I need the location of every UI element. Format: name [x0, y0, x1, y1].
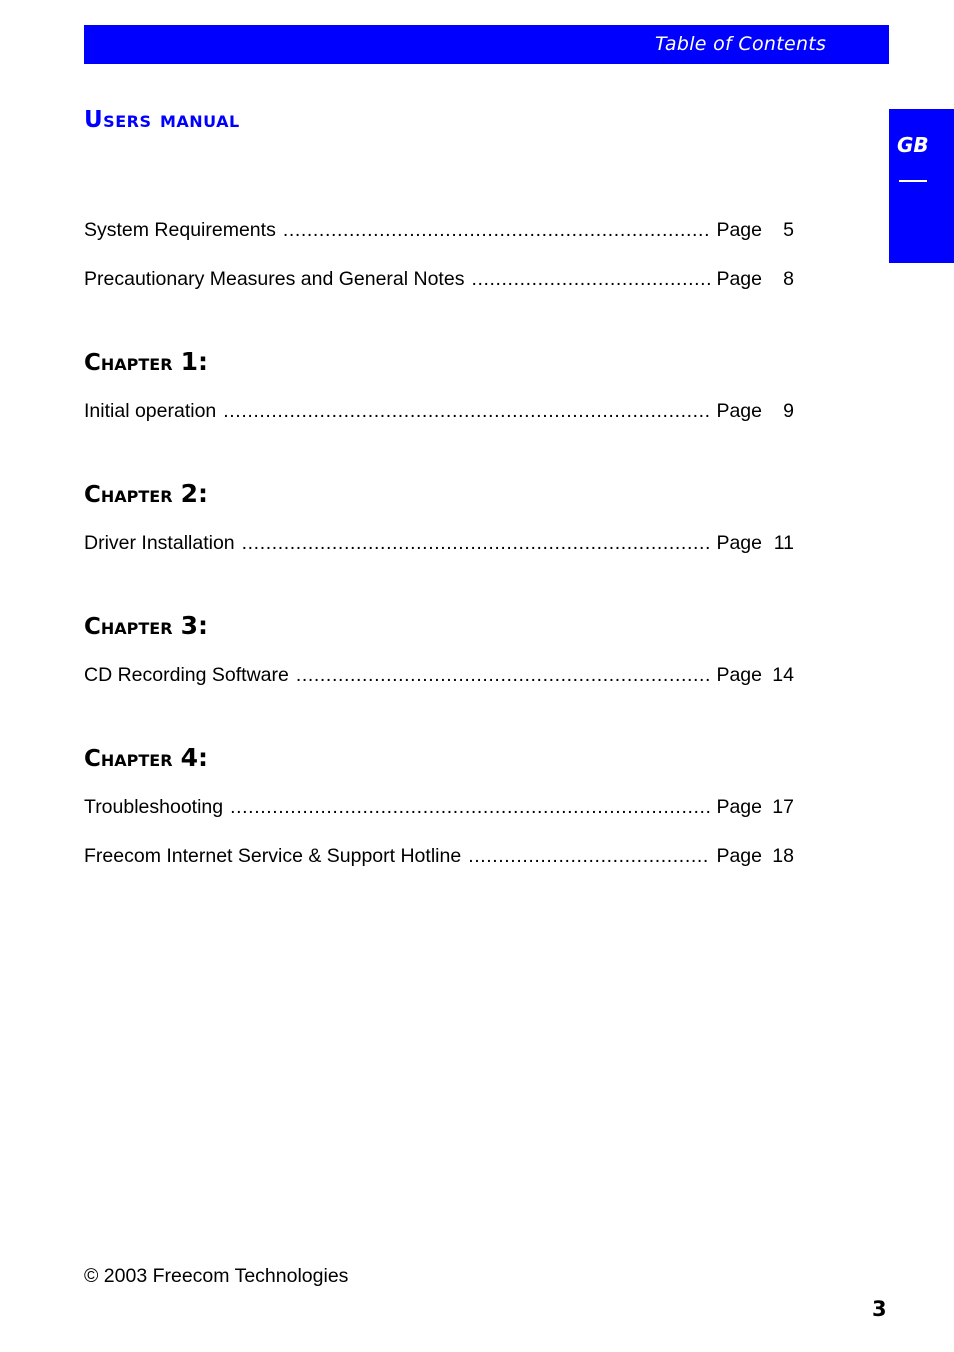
toc-entry-title: System Requirements: [84, 219, 276, 241]
chapter-number: 2:: [180, 479, 208, 508]
toc-entry-system-requirements[interactable]: [84, 219, 794, 247]
toc-entry-cd-recording-software[interactable]: [84, 664, 794, 692]
toc-entry-precautionary-measures[interactable]: [84, 268, 794, 296]
dot-leader: [242, 532, 711, 555]
chapter-label: Chapter: [84, 614, 173, 640]
page-number: 18: [772, 845, 794, 867]
toc-entry-title: Initial operation: [84, 400, 217, 422]
dot-leader: [296, 664, 711, 687]
toc-entry-support-hotline[interactable]: [84, 845, 794, 873]
page-label: Page: [716, 796, 762, 818]
toc-entry-title: Troubleshooting: [84, 796, 224, 818]
chapter-number: 1:: [180, 347, 208, 376]
page-number: 9: [783, 400, 794, 422]
page-label: Page: [716, 845, 762, 867]
page-number-footer: 3: [872, 1297, 887, 1321]
copyright-notice: © 2003 Freecom Technologies: [84, 1265, 349, 1287]
chapter-label: Chapter: [84, 482, 173, 508]
chapter-4-heading: [84, 743, 208, 772]
chapter-2-heading: [84, 479, 208, 508]
page-number: 11: [773, 532, 794, 554]
page-label: Page: [716, 219, 762, 241]
page-number: 17: [772, 796, 794, 818]
chapter-3-heading: [84, 611, 208, 640]
page-number: 14: [772, 664, 794, 686]
page-label: Page: [716, 532, 762, 554]
page-label: Page: [716, 664, 762, 686]
dot-leader: [283, 219, 711, 242]
chapter-1-heading: [84, 347, 208, 376]
dot-leader: [468, 845, 710, 868]
language-label: GB: [897, 133, 929, 157]
dot-leader: [223, 400, 710, 423]
page-label: Page: [716, 400, 762, 422]
toc-entry-driver-installation[interactable]: [84, 532, 794, 560]
page-number: 8: [783, 268, 794, 290]
page-number: 5: [783, 219, 794, 241]
toc-entry-title: Driver Installation: [84, 532, 235, 554]
chapter-label: Chapter: [84, 350, 173, 376]
manual-title: Users manual: [84, 107, 240, 133]
toc-entry-title: Precautionary Measures and General Notes: [84, 268, 465, 290]
toc-entry-initial-operation[interactable]: [84, 400, 794, 428]
chapter-label: Chapter: [84, 746, 173, 772]
dot-leader: [471, 268, 710, 291]
dot-leader: [230, 796, 710, 819]
chapter-number: 4:: [180, 743, 208, 772]
section-title: Table of Contents: [655, 33, 827, 55]
toc-entry-title: CD Recording Software: [84, 664, 289, 686]
chapter-number: 3:: [180, 611, 208, 640]
toc-entry-troubleshooting[interactable]: [84, 796, 794, 824]
language-tab-divider: [899, 180, 927, 182]
page-label: Page: [716, 268, 762, 290]
toc-entry-title: Freecom Internet Service & Support Hotline: [84, 845, 462, 867]
